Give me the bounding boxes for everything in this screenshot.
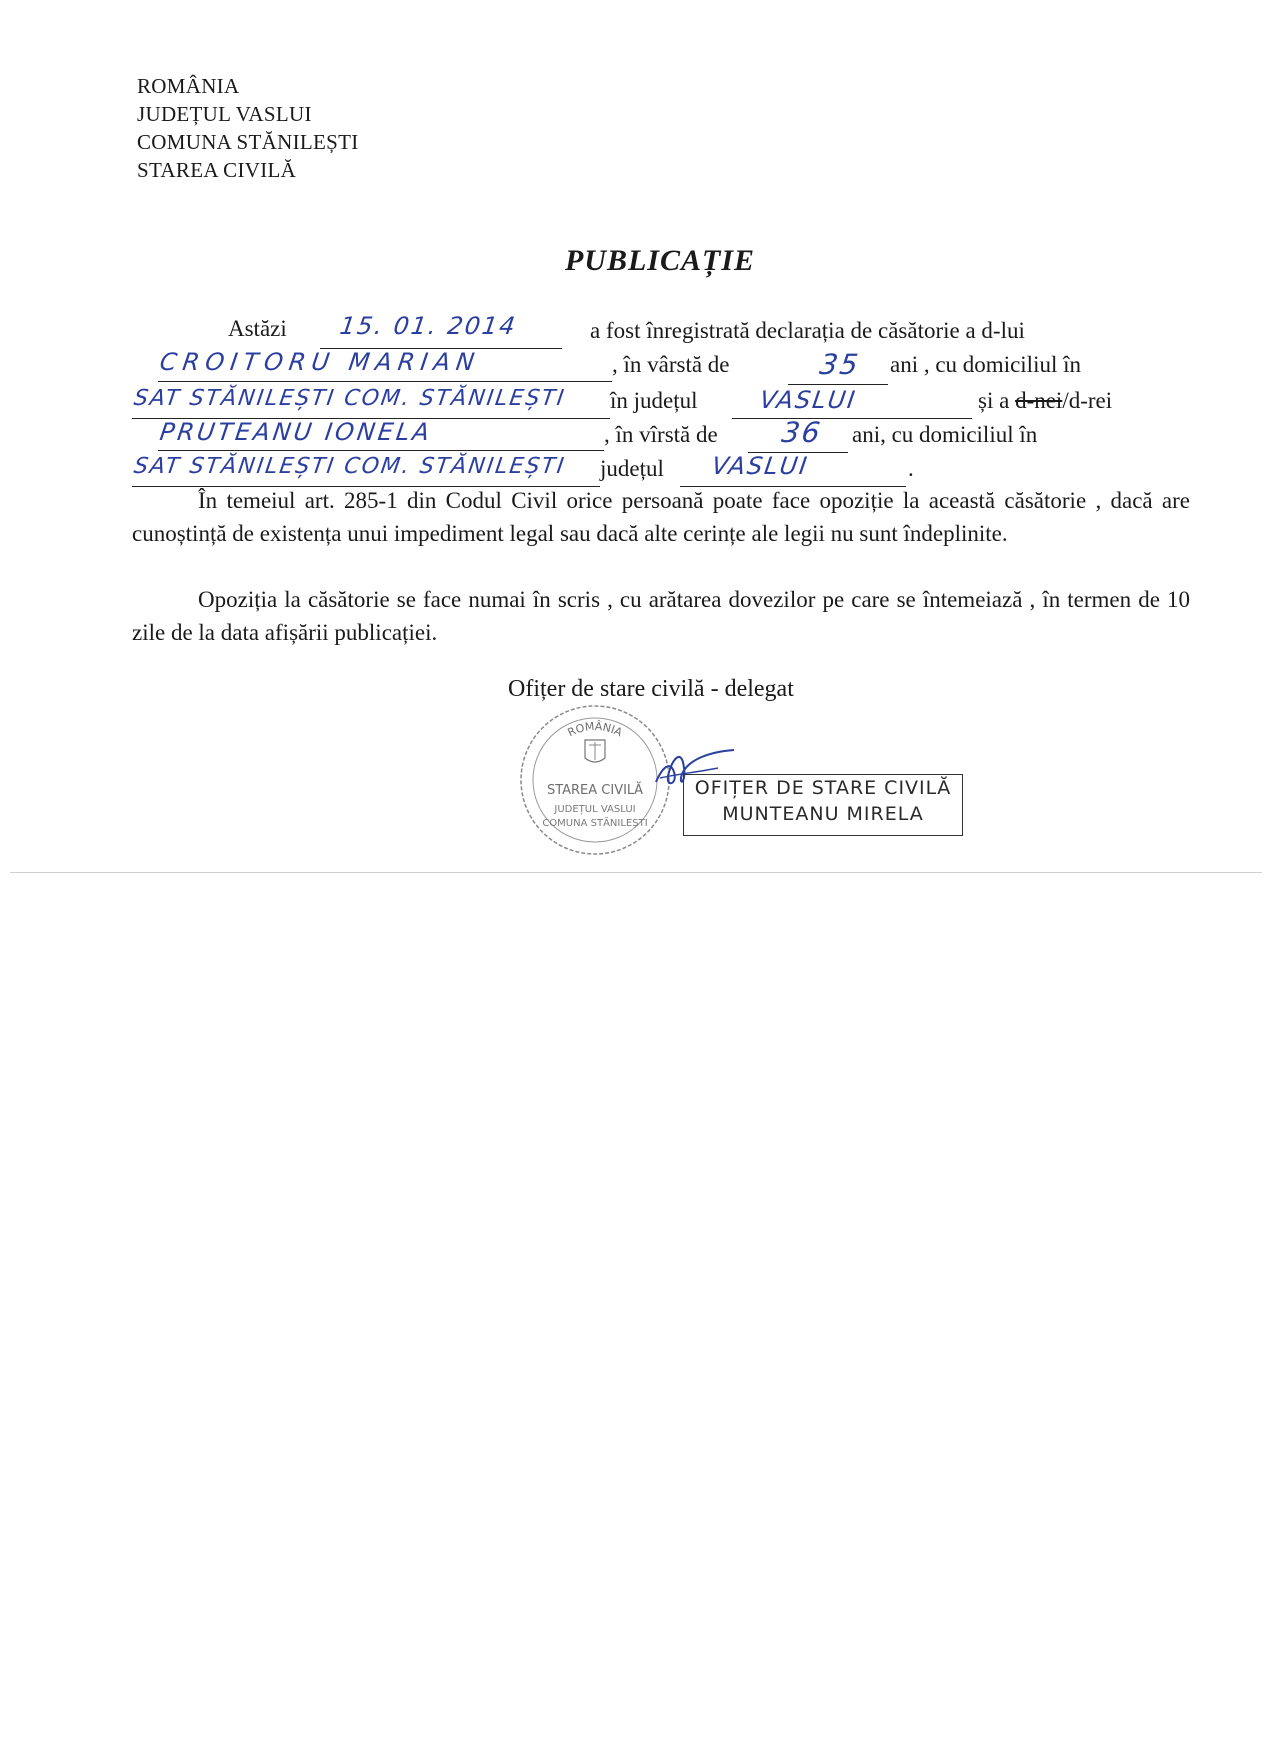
header-county: JUDEȚUL VASLUI <box>137 102 312 126</box>
handwritten-bride-name: PRUTEANU IONELA <box>158 418 434 446</box>
row2-text-a: , în vârstă de <box>612 352 730 377</box>
row3-si-a: și a <box>978 388 1010 413</box>
officer-name: MUNTEANU MIRELA <box>722 803 924 825</box>
groom-age-line <box>788 384 888 385</box>
row5-text-b: . <box>908 456 914 481</box>
handwritten-groom-address: SAT STĂNILEȘTI COM. STĂNILEȘTI <box>132 386 568 411</box>
groom-name-line <box>158 381 612 382</box>
document-title: PUBLICAȚIE <box>564 244 756 277</box>
stamp-middle-text: STAREA CIVILĂ <box>546 783 644 798</box>
officer-title: OFIȚER DE STARE CIVILĂ <box>694 777 952 799</box>
stamp-bottom-text-1: JUDEȚUL VASLUI <box>554 804 636 815</box>
handwritten-groom-age: 35 <box>817 348 862 381</box>
label-astazi: Astăzi <box>228 316 287 341</box>
struck-option: d-nei <box>1015 388 1063 413</box>
row3-text-a: în județul <box>610 388 698 413</box>
issuer-header <box>137 72 359 184</box>
legal-paragraph-2: Opoziția la căsătorie se face numai în scris , cu arătarea dovezilor pe care se întemeiază , în termen de 10 zile de la data afișării publicației. <box>132 587 1190 645</box>
handwritten-bride-county: VASLUI <box>710 452 811 480</box>
row4-text-b: ani, cu domiciliul în <box>852 422 1038 447</box>
legal-paragraph-1: În temeiul art. 285-1 din Codul Civil orice persoană poate face opoziție la această căsătorie , dacă are cunoștință de existența unui impediment legal sau dacă alte cerințe ale legii nu sunt îndeplinite. <box>132 488 1190 546</box>
officer-name-stamp <box>683 774 963 836</box>
row4-text-a: , în vîrstă de <box>604 422 718 447</box>
stamp-bottom-text-2: COMUNA STĂNILEȘTI <box>542 818 648 829</box>
handwritten-groom-county: VASLUI <box>758 386 859 414</box>
bride-name-line <box>158 450 604 451</box>
scan-edge-divider <box>10 872 1262 873</box>
coat-of-arms-icon <box>585 740 605 762</box>
header-office: STAREA CIVILĂ <box>137 158 297 182</box>
header-commune: COMUNA STĂNILEȘTI <box>137 130 359 154</box>
row3-option-rei: /d-rei <box>1062 388 1113 413</box>
svg-text:ROMÂNIA <box>566 720 625 740</box>
officer-label: Ofițer de stare civilă - delegat <box>508 676 794 702</box>
row1-text: a fost înregistrată declarația de căsătorie a d-lui <box>590 318 1025 343</box>
handwritten-bride-age: 36 <box>779 416 824 449</box>
groom-county-line <box>732 418 972 419</box>
handwritten-groom-name: CROITORU MARIAN <box>158 348 483 376</box>
handwritten-bride-address: SAT STĂNILEȘTI COM. STĂNILEȘTI <box>132 454 568 479</box>
handwritten-date: 15. 01. 2014 <box>338 312 519 340</box>
row5-text-a: județul <box>600 456 664 481</box>
header-country: ROMÂNIA <box>137 74 240 98</box>
row2-text-b: ani , cu domiciliul în <box>890 352 1081 377</box>
stamp-top-text: ROMÂNIA <box>565 719 625 740</box>
row3-text-b <box>978 388 1112 414</box>
